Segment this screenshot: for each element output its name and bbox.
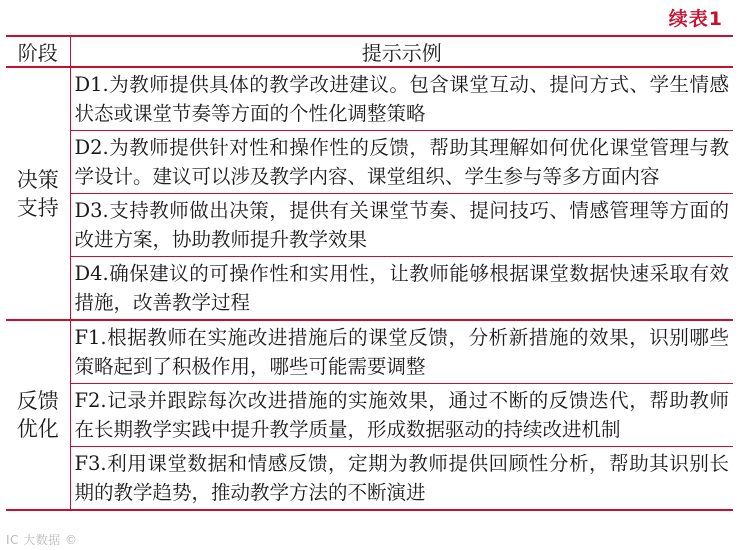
table-row (6, 384, 733, 447)
table-row (6, 194, 733, 257)
header-example: 提示示例 (70, 36, 733, 67)
table-row (6, 447, 733, 511)
prompt-item-f2: F2.记录并跟踪每次改进措施的实施效果，通过不断的反馈迭代，帮助教师在长期教学实践中提升教学质量，形成数据驱动的持续改进机制 (70, 384, 733, 447)
prompt-item-d4: D4.确保建议的可操作性和实用性，让教师能够根据课堂数据快速采取有效措施，改善教学过程 (70, 257, 733, 321)
table-row (6, 67, 733, 131)
table-row (6, 320, 733, 384)
continued-label: 续表1 (668, 8, 723, 30)
prompt-item-f1: F1.根据教师在实施改进措施后的课堂反馈，分析新措施的效果，识别哪些策略起到了积极作用，哪些可能需要调整 (70, 320, 733, 384)
prompt-item-f3: F3.利用课堂数据和情感反馈，定期为教师提供回顾性分析，帮助其识别长期的教学趋势，推动教学方法的不断演进 (70, 447, 733, 511)
stage-label-feedback: 反馈 优化 (16, 389, 59, 441)
stage-label-decision: 决策 支持 (16, 167, 59, 220)
prompt-table (6, 35, 733, 511)
header-stage: 阶段 (6, 36, 70, 67)
watermark: IC 大数据 © (6, 533, 78, 547)
stage-cell-decision (6, 67, 70, 320)
table-row (6, 257, 733, 321)
table-header-row (6, 36, 733, 67)
stage-cell-feedback (6, 320, 70, 510)
table-row (6, 131, 733, 194)
prompt-item-d3: D3.支持教师做出决策，提供有关课堂节奏、提问技巧、情感管理等方面的改进方案，协助教师提升教学效果 (70, 194, 733, 257)
prompt-item-d2: D2.为教师提供针对性和操作性的反馈，帮助其理解如何优化课堂管理与教学设计。建议可以涉及教学内容、课堂组织、学生参与等多方面内容 (70, 131, 733, 194)
prompt-item-d1: D1.为教师提供具体的教学改进建议。包含课堂互动、提问方式、学生情感状态或课堂节奏等方面的个性化调整策略 (70, 67, 733, 131)
